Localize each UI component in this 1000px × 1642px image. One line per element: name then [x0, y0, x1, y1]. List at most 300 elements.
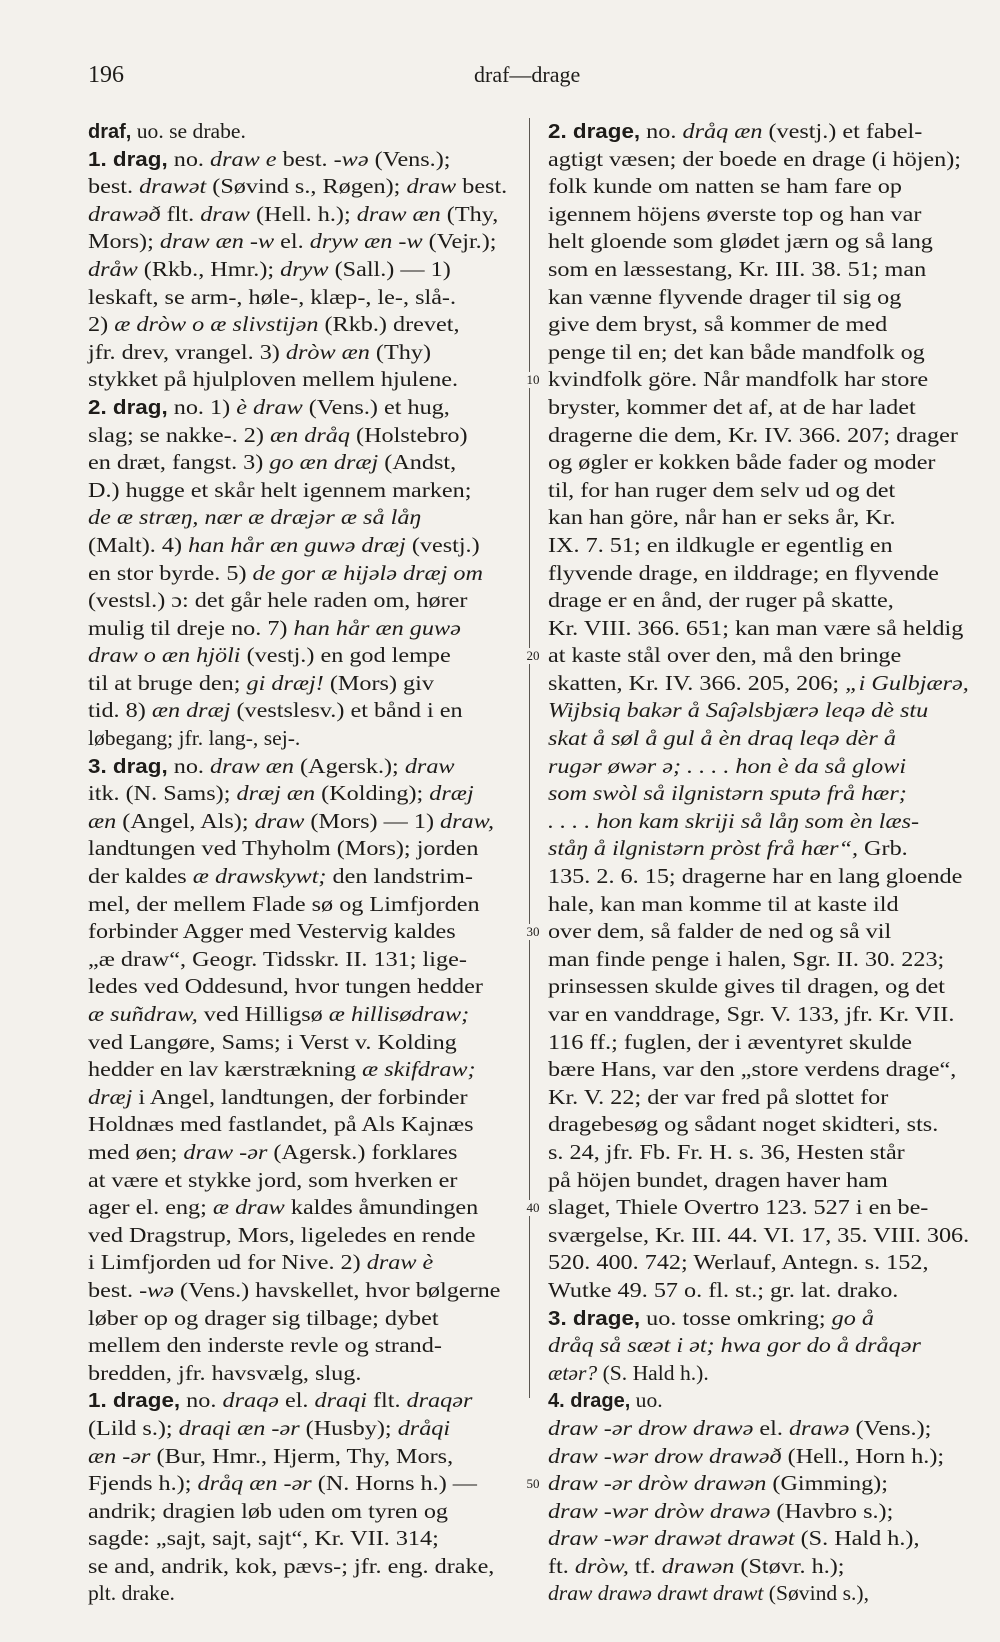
dialect-form: gi dræj!: [246, 670, 324, 695]
text-line: [548, 339, 970, 367]
headword: 1. drage,: [88, 1390, 181, 1413]
dialect-form: dræj: [88, 1084, 133, 1109]
entry-text: (Hell. h.);: [249, 201, 357, 226]
text-line: [88, 1001, 516, 1029]
entry-text: mulig til dreje no. 7): [88, 615, 294, 640]
text-line: [548, 1084, 970, 1112]
text-line: [88, 256, 516, 284]
entry-text: 135. 2. 6. 15; dragerne har en lang gloende: [548, 864, 963, 889]
text-line: [88, 1249, 516, 1277]
text-line: [88, 477, 516, 505]
entry-text: se and, andrik, kok, pævs-; jfr. eng. drake,: [88, 1553, 495, 1578]
text-line: [88, 173, 516, 201]
dialect-form: ætər?: [548, 1360, 598, 1385]
text-line: [548, 918, 970, 946]
dialect-form: æ dròw o æ slivstijən: [114, 312, 319, 337]
dialect-form: dråw: [88, 256, 138, 281]
line-number: 40: [518, 1200, 548, 1216]
entry-text: landtungen ved Thyholm (Mors); jorden: [88, 836, 479, 861]
text-line: [548, 1360, 970, 1388]
text-line: [548, 946, 970, 974]
text-line: [88, 780, 516, 808]
headword: 4. drage,: [548, 1390, 631, 1413]
text-line: [548, 118, 970, 146]
entry-text: en dræt, fangst. 3): [88, 450, 270, 475]
entry-text: bredden, jfr. havsvælg, slug.: [88, 1360, 362, 1385]
text-line: [548, 284, 970, 312]
dialect-form: æn -ər: [88, 1443, 151, 1468]
line-number: 30: [518, 924, 548, 940]
dialect-form: draw: [254, 808, 305, 833]
dialect-form: de æ stræŋ, nær æ dræjər æ så låŋ: [88, 505, 422, 530]
text-line: [548, 1139, 970, 1167]
dialect-form: dròw,: [574, 1553, 629, 1578]
entry-text: kan han göre, når han er seks år, Kr.: [548, 505, 896, 530]
entry-text: ved Dragstrup, Mors, ligeledes en rende: [88, 1222, 476, 1247]
dialect-form: dræj æn: [236, 781, 316, 806]
entry-text: (Husby);: [299, 1415, 398, 1440]
text-line: [88, 1305, 516, 1333]
entry-text: (Rkb.) drevet,: [318, 312, 460, 337]
text-line: [548, 753, 970, 781]
text-line: [88, 366, 516, 394]
text-line: [548, 449, 970, 477]
text-line: [88, 284, 516, 312]
text-line: [88, 1167, 516, 1195]
dialect-form: draw -ər dròw drawən: [548, 1471, 767, 1496]
entry-text: (Vens.) havskellet, hvor bølgerne: [173, 1277, 501, 1302]
entry-text: (vestslesv.) et bånd i en: [230, 698, 463, 723]
entry-text: (Gimming);: [766, 1471, 888, 1496]
text-line: [88, 339, 516, 367]
text-line: [548, 504, 970, 532]
page-header: [0, 62, 1000, 96]
text-line: [88, 1332, 516, 1360]
left-column: [88, 118, 516, 1608]
text-line: [548, 697, 970, 725]
text-line: [548, 173, 970, 201]
text-line: [88, 1360, 516, 1388]
entry-text: kvindfolk göre. Når mandfolk har store: [548, 367, 929, 392]
text-line: [548, 1305, 970, 1333]
entry-text: (vestj.): [405, 532, 480, 557]
text-line: [88, 835, 516, 863]
entry-text: (Støvr. h.);: [734, 1553, 845, 1578]
entry-text: uo. se drabe.: [131, 119, 246, 143]
entry-text: Mors);: [88, 229, 160, 254]
dialect-form: draqi: [314, 1388, 367, 1413]
text-line: [88, 449, 516, 477]
text-line: [88, 532, 516, 560]
entry-text: helt gloende som glødet jærn og så lang: [548, 229, 933, 254]
dialect-form: han hår æn guwə dræj: [188, 532, 406, 557]
entry-text: (Hell., Horn h.);: [781, 1443, 945, 1468]
entry-text: (S. Hald h.).: [597, 1360, 709, 1385]
text-line: [88, 394, 516, 422]
entry-text: Kr. V. 22; der var fred på slottet for: [548, 1084, 889, 1109]
entry-text: hedder en lav kærstrækning: [88, 1057, 363, 1082]
entry-text: folk kunde om natten se ham fare op: [548, 174, 902, 199]
entry-text: at være et stykke jord, som hverken er: [88, 1167, 458, 1192]
entry-text: no.: [640, 119, 683, 143]
dialect-form: æn dræj: [151, 698, 231, 723]
text-line: [88, 1222, 516, 1250]
dialect-form: draw: [406, 174, 457, 199]
entry-text: Grb.: [858, 836, 908, 861]
text-line: [88, 1139, 516, 1167]
entry-text: (Thy,: [440, 201, 499, 226]
text-line: [88, 1029, 516, 1057]
entry-text: uo. tosse omkring;: [640, 1305, 832, 1330]
entry-text: (vestj.) et fabel-: [762, 119, 923, 143]
dialect-form: æ suñdraw,: [88, 1002, 198, 1026]
dialect-form: æ skifdraw;: [362, 1057, 476, 1082]
dialect-form: æ draw: [212, 1195, 285, 1220]
entry-text: sagde: „sajt, sajt, sajt“, Kr. VII. 314;: [88, 1526, 439, 1551]
line-number: 10: [518, 372, 548, 388]
entry-text: andrik; dragien løb uden om tyren og: [88, 1498, 449, 1523]
entry-text: slag; se nakke-. 2): [88, 422, 271, 447]
text-line: [548, 394, 970, 422]
dialect-form: go æn dræj: [269, 450, 379, 475]
text-line: [548, 1277, 970, 1305]
text-line: [88, 1111, 516, 1139]
entry-text: (Vens.);: [368, 146, 451, 171]
entry-text: drage er en ånd, der ruger på skatte,: [548, 588, 894, 613]
entry-text: itk. (N. Sams);: [88, 781, 237, 806]
text-line: [548, 808, 970, 836]
text-line: [548, 228, 970, 256]
entry-text: Wutke 49. 57 o. fl. st.; gr. lat. drako.: [548, 1277, 899, 1302]
text-line: [548, 1029, 970, 1057]
text-line: [88, 201, 516, 229]
line-number: 50: [518, 1476, 548, 1492]
entry-text: no.: [167, 753, 211, 778]
dialect-form: drawəð: [88, 201, 161, 226]
text-line: [548, 670, 970, 698]
entry-text: (Agersk.);: [294, 753, 405, 778]
headword: 2. drage,: [548, 121, 641, 143]
dialect-form: dryw æn -w: [309, 229, 423, 254]
dialect-form: de gor æ hijələ dræj om: [252, 560, 483, 585]
dialect-form: draqər: [406, 1388, 473, 1413]
dialect-form: æn dråq: [270, 422, 350, 447]
entry-text: s. 24, jfr. Fb. Fr. H. s. 36, Hesten står: [548, 1139, 905, 1164]
entry-text: (Sall.) — 1): [328, 256, 451, 281]
entry-text: i Limfjorden ud for Nive. 2): [88, 1250, 367, 1275]
text-line: [548, 642, 970, 670]
entry-text: best.: [88, 174, 140, 199]
dialect-form: draw -ər drow drawə: [548, 1415, 754, 1440]
entry-text: kaldes åmundingen: [284, 1195, 479, 1220]
text-line: [88, 753, 516, 781]
entry-text: agtigt væsen; der boede en drage (i höjen);: [548, 146, 962, 171]
headword: draf,: [88, 121, 132, 143]
entry-text: dragerne die dem, Kr. IV. 366. 207; drager: [548, 422, 958, 447]
dialect-form: dråq æn: [682, 119, 763, 143]
entry-text: jfr. drev, vrangel. 3): [88, 339, 286, 364]
entry-text: igennem höjens øverste top og han var: [548, 201, 922, 226]
entry-text: (Søvind s.),: [763, 1581, 869, 1606]
entry-text: på höjen bundet, dragen haver ham: [548, 1167, 888, 1192]
dialect-form: draw æn: [210, 753, 295, 778]
entry-text: en stor byrde. 5): [88, 560, 253, 585]
text-line: [548, 1387, 970, 1415]
dialect-form: drawə: [788, 1415, 850, 1440]
text-line: [88, 863, 516, 891]
dialect-form: „i Gulbjærə,: [845, 670, 969, 695]
text-line: [548, 422, 970, 450]
text-line: [88, 1553, 516, 1581]
entry-text: (vestsl.) ɔ: det går hele raden om, hører: [88, 588, 468, 613]
text-line: [88, 311, 516, 339]
dialect-form: dræj: [429, 781, 474, 806]
text-line: [88, 615, 516, 643]
text-line: [548, 1553, 970, 1581]
entry-text: give dem bryst, så kommer de med: [548, 312, 888, 337]
text-line: [548, 201, 970, 229]
dialect-form: Wijbsiq bakər å Saĵəlsbjærə leqə dè stu: [548, 698, 929, 723]
text-line: [548, 1415, 970, 1443]
text-line: [88, 146, 516, 174]
entry-text: (Vejr.);: [422, 229, 497, 254]
entry-text: mel, der mellem Flade sø og Limfjorden: [88, 891, 480, 916]
entry-text: løbegang; jfr. lang-, sej-.: [88, 726, 301, 751]
dialect-form: skat å søl å gul å èn draq leqə dèr å: [548, 726, 896, 751]
entry-text: tid. 8): [88, 698, 152, 723]
text-line: [88, 918, 516, 946]
entry-text: 2): [88, 312, 115, 337]
text-line: [548, 532, 970, 560]
entry-text: (Bur, Hmr., Hjerm, Thy, Mors,: [150, 1443, 454, 1468]
entry-text: var en vanddrage, Sgr. V. 133, jfr. Kr. VII.: [548, 1002, 955, 1026]
entry-text: (Rkb., Hmr.);: [137, 256, 281, 281]
entry-text: (Mors) giv: [323, 670, 434, 695]
entry-text: og øgler er kokken både fader og moder: [548, 450, 936, 475]
text-line: [88, 1443, 516, 1471]
entry-text: bære Hans, var den „store verdens drage“,: [548, 1057, 957, 1082]
text-line: [88, 422, 516, 450]
entry-text: (Andst,: [378, 450, 457, 475]
entry-text: (Søvind s., Røgen);: [206, 174, 407, 199]
entry-text: (Thy): [369, 339, 432, 364]
dialect-form: han hår æn guwə: [293, 615, 461, 640]
entry-text: best.: [456, 174, 508, 199]
text-line: [88, 504, 516, 532]
dialect-form: go å: [831, 1305, 874, 1330]
dialect-form: draw æn: [356, 201, 441, 226]
dialect-form: æ hillisødraw;: [328, 1002, 470, 1026]
text-line: [548, 311, 970, 339]
entry-text: el.: [278, 1388, 315, 1413]
entry-text: ved Langøre, Sams; i Verst v. Kolding: [88, 1029, 457, 1054]
entry-text: (Lild s.);: [88, 1415, 179, 1440]
entry-text: til at bruge den;: [88, 670, 247, 695]
entry-text: ager el. eng;: [88, 1195, 213, 1220]
entry-text: Fjends h.);: [88, 1471, 198, 1496]
text-line: [548, 560, 970, 588]
entry-text: skatten, Kr. IV. 366. 205, 206;: [548, 670, 846, 695]
dialect-form: è draw: [236, 394, 303, 419]
dialect-form: draw -wər drow drawəð: [548, 1443, 782, 1468]
text-line: [88, 697, 516, 725]
text-line: [88, 1580, 516, 1608]
entry-text: forbinder Agger med Vestervig kaldes: [88, 919, 456, 944]
dialect-form: draw -ər: [183, 1139, 268, 1164]
text-line: [548, 1167, 970, 1195]
dialect-form: draqi æn -ər: [178, 1415, 300, 1440]
text-line: [88, 1470, 516, 1498]
dialect-form: ståŋ å ilgnistərn pròst frå hær“,: [548, 836, 859, 861]
text-line: [548, 1194, 970, 1222]
dialect-form: dryw: [280, 256, 329, 281]
dialect-form: draw: [200, 201, 250, 226]
text-line: [548, 587, 970, 615]
entry-text: best.: [88, 1277, 140, 1302]
text-line: [548, 1056, 970, 1084]
entry-text: som en læssestang, Kr. III. 38. 51; man: [548, 256, 927, 281]
dialect-form: . . . . hon kam skriji så låŋ som èn læs-: [548, 808, 920, 833]
text-line: [548, 256, 970, 284]
text-line: [548, 1222, 970, 1250]
text-line: [88, 1084, 516, 1112]
dialect-form: -wə: [139, 1277, 174, 1302]
dialect-form: draw -wər drawət drawət: [548, 1526, 795, 1551]
dialect-form: draw -wər dròw drawə: [548, 1498, 771, 1523]
entry-text: (Kolding);: [315, 781, 430, 806]
entry-text: løber op og drager sig tilbage; dybet: [88, 1305, 439, 1330]
dialect-form: draw æn -w: [159, 229, 275, 254]
entry-text: el.: [274, 229, 310, 254]
entry-text: kan vænne flyvende drager til sig og: [548, 284, 902, 309]
text-line: [548, 1111, 970, 1139]
entry-text: dragebesøg og sådant noget skidteri, sts.: [548, 1112, 939, 1137]
text-line: [88, 725, 516, 753]
entry-text: (Havbro s.);: [770, 1498, 894, 1523]
text-line: [548, 146, 970, 174]
dialect-form: rugər øwər ə; . . . . hon è da så glowi: [548, 753, 907, 778]
entry-text: man finde penge i halen, Sgr. II. 30. 223;: [548, 946, 945, 971]
text-line: [88, 1277, 516, 1305]
text-line: [88, 1498, 516, 1526]
entry-text: (Angel, Als);: [116, 808, 255, 833]
entry-text: i Angel, landtungen, der forbinder: [132, 1084, 468, 1109]
dialect-form: draw: [404, 753, 455, 778]
text-line: [88, 670, 516, 698]
entry-text: stykket på hjulploven mellem hjulene.: [88, 367, 459, 392]
entry-text: D.) hugge et skår helt igennem marken;: [88, 477, 472, 502]
entry-text: Kr. VIII. 366. 651; kan man være så heldig: [548, 615, 964, 640]
text-line: [548, 615, 970, 643]
dialect-form: draw,: [440, 808, 495, 833]
text-line: [548, 835, 970, 863]
line-number: 20: [518, 648, 548, 664]
entry-text: uo.: [630, 1388, 663, 1413]
text-line: [88, 1387, 516, 1415]
entry-text: flt.: [366, 1388, 407, 1413]
entry-text: no.: [180, 1388, 223, 1413]
text-line: [548, 1249, 970, 1277]
dialect-form: dråq æn -ər: [197, 1471, 312, 1496]
dialect-form: draw o æn hjöli: [88, 643, 241, 668]
entry-text: el.: [753, 1415, 789, 1440]
entry-text: ledes ved Oddesund, hvor tungen hedder: [88, 974, 483, 999]
entry-text: over dem, så falder de ned og så vil: [548, 919, 892, 944]
entry-text: IX. 7. 51; en ildkugle er egentlig en: [548, 532, 893, 557]
entry-text: (S. Hald h.),: [794, 1526, 920, 1551]
entry-text: (vestj.) en god lempe: [240, 643, 451, 668]
text-line: [548, 1332, 970, 1360]
text-line: [88, 1056, 516, 1084]
running-head: draf—drage: [474, 62, 581, 87]
text-line: [548, 863, 970, 891]
dialect-form: æn: [88, 808, 117, 833]
entry-text: (Vens.);: [849, 1415, 932, 1440]
entry-text: slaget, Thiele Overtro 123. 527 i en be-: [548, 1195, 929, 1220]
entry-text: tf.: [628, 1553, 662, 1578]
dialect-form: draqə: [222, 1388, 279, 1413]
text-line: [88, 587, 516, 615]
text-line: [548, 1525, 970, 1553]
entry-text: Holdnæs med fastlandet, på Als Kajnæs: [88, 1112, 474, 1137]
text-line: [548, 1580, 970, 1608]
dialect-form: dråq så sæət i ət; hwa gor do å dråqər: [548, 1333, 921, 1358]
entry-text: hale, kan man komme til at kaste ild: [548, 891, 899, 916]
headword: 1. drag,: [88, 148, 168, 171]
entry-text: mellem den inderste revle og strand-: [88, 1333, 442, 1358]
dialect-form: draw è: [366, 1250, 434, 1275]
entry-text: med øen;: [88, 1139, 184, 1164]
text-line: [88, 891, 516, 919]
entry-text: at kaste stål over den, må den bringe: [548, 643, 902, 668]
entry-text: penge til en; det kan både mandfolk og: [548, 339, 925, 364]
entry-text: (Agersk.) forklares: [267, 1139, 458, 1164]
entry-text: (N. Horns h.) —: [311, 1471, 477, 1496]
entry-text: den landstrim-: [326, 864, 473, 889]
text-line: [548, 366, 970, 394]
text-line: [548, 725, 970, 753]
dialect-form: som swòl så ilgnistərn sputə frå hær;: [548, 781, 907, 806]
entry-text: der kaldes: [88, 864, 193, 889]
text-line: [88, 642, 516, 670]
headword: 3. drag,: [88, 755, 168, 778]
entry-text: (Vens.) et hug,: [302, 394, 450, 419]
text-line: [548, 1498, 970, 1526]
text-line: [88, 1194, 516, 1222]
entry-text: 116 ff.; fuglen, der i æventyret skulde: [548, 1029, 913, 1054]
entry-text: ft.: [548, 1553, 575, 1578]
entry-text: 520. 400. 742; Werlauf, Antegn. s. 152,: [548, 1250, 929, 1275]
entry-text: flyvende drage, en ilddrage; en flyvende: [548, 560, 939, 585]
text-line: [548, 1443, 970, 1471]
text-line: [548, 1001, 970, 1029]
entry-text: til, for han ruger dem selv ud og det: [548, 477, 896, 502]
text-line: [88, 1525, 516, 1553]
text-line: [548, 891, 970, 919]
entry-text: „æ draw“, Geogr. Tidsskr. II. 131; lige-: [88, 946, 467, 971]
text-line: [88, 1415, 516, 1443]
text-line: [548, 477, 970, 505]
entry-text: (Malt). 4): [88, 532, 189, 557]
page-number: 196: [88, 62, 124, 88]
entry-text: flt.: [160, 201, 201, 226]
headword: 3. drage,: [548, 1307, 641, 1330]
text-line: [548, 1470, 970, 1498]
text-line: [88, 228, 516, 256]
text-line: [548, 973, 970, 1001]
entry-text: sværgelse, Kr. III. 44. VI. 17, 35. VIII. 306.: [548, 1222, 970, 1247]
dialect-form: -wə: [333, 146, 369, 171]
